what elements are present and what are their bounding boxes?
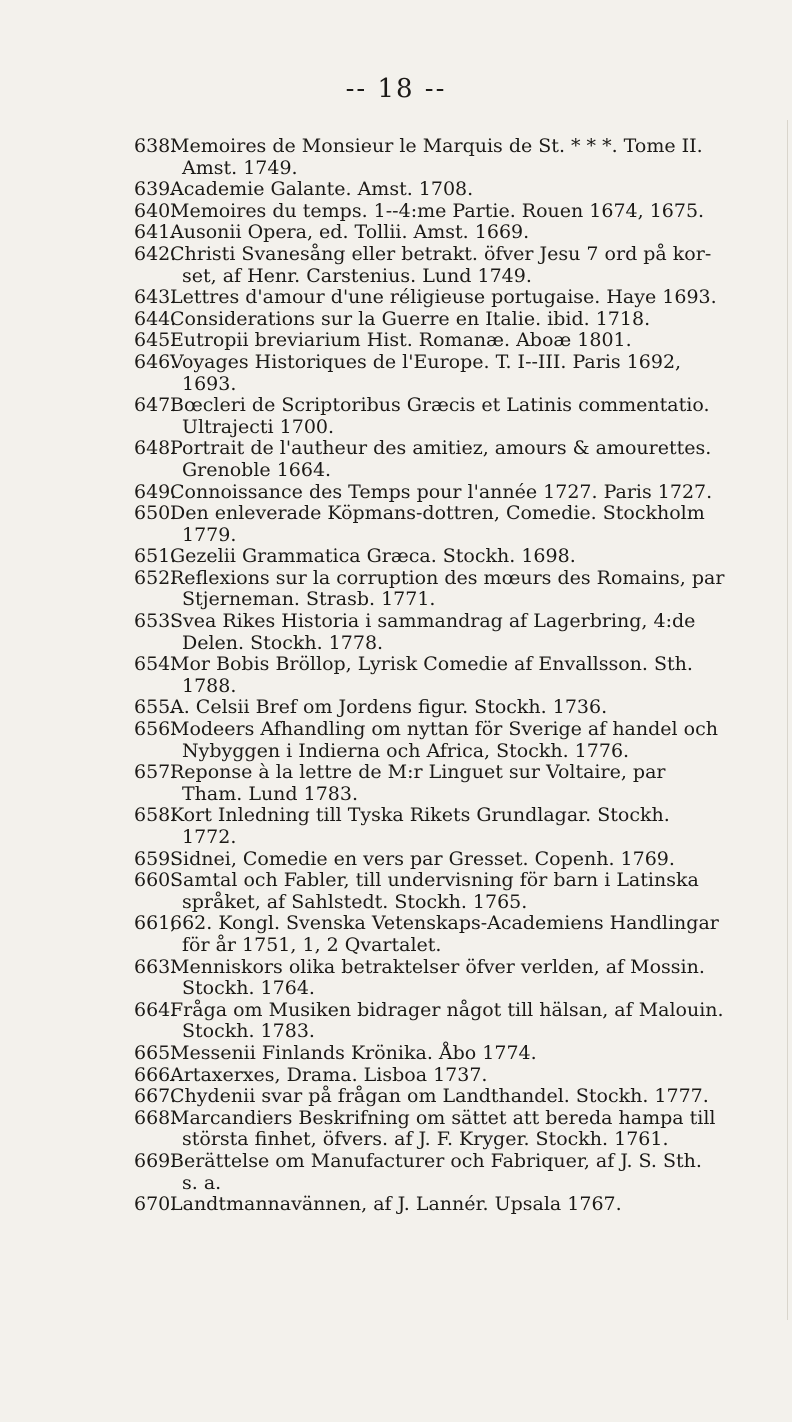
entry-line: Kort Inledning till Tyska Rikets Grundlagar. Stockh. — [170, 804, 670, 827]
entry-continuation-line: för år 1751, 1, 2 Qvartalet. — [182, 933, 442, 956]
entry-text — [170, 503, 774, 546]
entry-line: Christi Svanesång eller betrakt. öfver Jesu 7 ord på kor- — [170, 242, 712, 265]
entry-line: Sidnei, Comedie en vers par Gresset. Copenh. 1769. — [170, 847, 675, 870]
entry-text — [170, 482, 774, 504]
entry-number: 655. — [134, 696, 177, 719]
catalogue-entry — [134, 1194, 774, 1216]
entry-continuation-line: 1772. — [182, 826, 237, 848]
catalogue-entry — [134, 546, 774, 568]
catalogue-entry — [134, 503, 774, 546]
entry-line: Gezelii Grammatica Græca. Stockh. 1698. — [170, 545, 576, 568]
entry-text — [170, 244, 774, 287]
entry-number: 664. — [134, 998, 177, 1021]
entry-continuation-line: 1788. — [182, 674, 237, 697]
entry-text — [170, 546, 774, 568]
entry-number: 654. — [134, 653, 177, 676]
catalogue-entry — [134, 438, 774, 481]
entry-continuation-line: Grenoble 1664. — [182, 458, 332, 481]
entry-line: Landtmannavännen, af J. Lannér. Upsala 1767. — [170, 1193, 622, 1216]
entry-number: 660. — [134, 869, 177, 892]
entry-continuation-line: Nybyggen i Indierna och Africa, Stockh. 1776. — [182, 739, 630, 762]
catalogue-entry — [134, 1043, 774, 1065]
catalogue-entry — [134, 201, 774, 223]
catalogue-entry — [134, 244, 774, 287]
entry-line: Voyages Historiques de l'Europe. T. I--III. Paris 1692, — [170, 350, 682, 373]
catalogue-entry — [134, 805, 774, 848]
entry-text — [170, 568, 774, 611]
entry-line: Fråga om Musiken bidrager något till hälsan, af Malouin. — [170, 998, 724, 1021]
entry-line: Svea Rikes Historia i sammandrag af Lagerbring, 4:de — [170, 610, 696, 633]
catalogue-entry — [134, 352, 774, 395]
entry-number: 642. — [134, 242, 177, 265]
entry-continuation-line: Stockh. 1783. — [182, 1020, 315, 1043]
entry-line: Samtal och Fabler, till undervisning för barn i Latinska — [170, 869, 699, 892]
entry-line: Artaxerxes, Drama. Lisboa 1737. — [170, 1063, 488, 1086]
entry-line: Mor Bobis Bröllop, Lyrisk Comedie af Envallsson. Sth. — [170, 653, 693, 676]
entry-text — [170, 805, 774, 848]
catalogue-entry — [134, 482, 774, 504]
entry-text — [170, 1000, 774, 1043]
entry-number: 670. — [134, 1193, 177, 1216]
catalogue-entry — [134, 136, 774, 179]
entry-number: 646. — [134, 350, 177, 373]
entry-continuation-line: Tham. Lund 1783. — [182, 782, 359, 805]
entry-text — [170, 1065, 774, 1087]
entry-number: 648. — [134, 437, 177, 460]
entry-number: 645. — [134, 329, 177, 352]
catalogue-entry — [134, 913, 774, 956]
entry-text — [170, 611, 774, 654]
catalogue-entry — [134, 611, 774, 654]
catalogue-entry — [134, 1151, 774, 1194]
catalogue-entry — [134, 697, 774, 719]
entry-continuation-line: Stockh. 1764. — [182, 977, 315, 1000]
entry-continuation-line: Ultrajecti 1700. — [182, 415, 335, 438]
catalogue-entry — [134, 287, 774, 309]
entry-text — [170, 1108, 774, 1151]
entry-number: 653. — [134, 610, 177, 633]
entry-text — [170, 222, 774, 244]
entry-number: 669. — [134, 1149, 177, 1172]
entry-line: Berättelse om Manufacturer och Fabriquer, af J. S. Sth. — [170, 1149, 702, 1172]
entry-continuation-line: Delen. Stockh. 1778. — [182, 631, 384, 654]
entry-text — [170, 309, 774, 331]
page-edge — [781, 120, 788, 1320]
entry-text — [170, 179, 774, 201]
catalogue-entry — [134, 1000, 774, 1043]
entry-continuation-line: största finhet, öfvers. af J. F. Kryger. Stockh. 1761. — [182, 1128, 669, 1151]
entry-line: Academie Galante. Amst. 1708. — [170, 178, 474, 201]
catalogue-entry — [134, 957, 774, 1000]
entry-line: Memoires de Monsieur le Marquis de St. * * *. Tome II. — [170, 135, 703, 157]
entry-number: 657. — [134, 761, 177, 784]
entry-continuation-line: 1693. — [182, 372, 237, 395]
entry-text — [170, 287, 774, 309]
entry-line: 662. Kongl. Svenska Vetenskaps-Academiens Handlingar — [170, 912, 719, 935]
entry-text — [170, 395, 774, 438]
entry-line: Lettres d'amour d'une réligieuse portugaise. Haye 1693. — [170, 286, 717, 309]
catalogue-entry — [134, 330, 774, 352]
entry-text — [170, 1194, 774, 1216]
entry-text — [170, 136, 774, 179]
entry-number: 647. — [134, 394, 177, 417]
entry-text — [170, 654, 774, 697]
entry-line: Den enleverade Köpmans-dottren, Comedie. Stockholm — [170, 502, 705, 525]
entry-number: 639. — [134, 178, 177, 201]
entry-line: Reponse à la lettre de M:r Linguet sur Voltaire, par — [170, 761, 666, 784]
entry-line: Messenii Finlands Krönika. Åbo 1774. — [170, 1041, 537, 1064]
entry-text — [170, 352, 774, 395]
entry-number: 668. — [134, 1106, 177, 1129]
entry-line: Connoissance des Temps pour l'année 1727. Paris 1727. — [170, 480, 713, 503]
entry-line: Memoires du temps. 1--4:me Partie. Rouen 1674, 1675. — [170, 199, 705, 222]
catalogue-entry — [134, 762, 774, 805]
entry-text — [170, 438, 774, 481]
entry-number: 667. — [134, 1085, 177, 1108]
entry-continuation-line: Amst. 1749. — [182, 156, 298, 179]
catalogue-entry — [134, 719, 774, 762]
entry-line: Ausonii Opera, ed. Tollii. Amst. 1669. — [170, 221, 530, 244]
catalogue-entry — [134, 870, 774, 913]
entry-line: Portrait de l'autheur des amitiez, amours & amourettes. — [170, 437, 712, 460]
entry-line: Bœcleri de Scriptoribus Græcis et Latinis commentatio. — [170, 394, 710, 417]
catalogue-entry — [134, 1086, 774, 1108]
entry-number: 638. — [134, 135, 177, 157]
entry-line: Marcandiers Beskrifning om sättet att bereda hampa till — [170, 1106, 716, 1129]
entry-text — [170, 762, 774, 805]
entry-continuation-line: Stjerneman. Strasb. 1771. — [182, 588, 436, 611]
entry-number: 650. — [134, 502, 177, 525]
entry-line: Chydenii svar på frågan om Landthandel. Stockh. 1777. — [170, 1085, 709, 1108]
entry-text — [170, 957, 774, 1000]
entry-number: 649. — [134, 480, 177, 503]
entry-line: A. Celsii Bref om Jordens figur. Stockh. 1736. — [170, 696, 608, 719]
catalogue-entry — [134, 849, 774, 871]
catalogue-entry — [134, 654, 774, 697]
entry-text — [170, 870, 774, 913]
entry-text — [170, 719, 774, 762]
entry-line: Eutropii breviarium Hist. Romanæ. Aboæ 1801. — [170, 329, 632, 352]
entry-text — [170, 697, 774, 719]
entry-continuation-line: 1779. — [182, 523, 237, 546]
entry-text — [170, 1086, 774, 1108]
entry-number: 641. — [134, 221, 177, 244]
entry-continuation-line: språket, af Sahlstedt. Stockh. 1765. — [182, 890, 528, 913]
entry-continuation-line: s. a. — [182, 1171, 222, 1194]
catalogue-entry — [134, 179, 774, 201]
entry-number: 665. — [134, 1041, 177, 1064]
entry-text — [170, 849, 774, 871]
catalogue-entry — [134, 395, 774, 438]
entry-line: Modeers Afhandling om nyttan för Sverige af handel och — [170, 718, 718, 741]
entry-number: 640. — [134, 199, 177, 222]
catalogue-entry — [134, 1065, 774, 1087]
catalogue-list — [134, 136, 774, 1216]
catalogue-entry — [134, 1108, 774, 1151]
entry-line: Menniskors olika betraktelser öfver verlden, af Mossin. — [170, 955, 705, 978]
entry-number: 643. — [134, 286, 177, 309]
entry-number: 651. — [134, 545, 177, 568]
entry-text — [170, 1043, 774, 1065]
entry-number: 652. — [134, 566, 177, 589]
catalogue-entry — [134, 309, 774, 331]
entry-text — [170, 201, 774, 223]
entry-number: 659. — [134, 847, 177, 870]
entry-number: 644. — [134, 307, 177, 330]
page-number: -- 18 -- — [345, 74, 447, 104]
catalogue-entry — [134, 222, 774, 244]
entry-text — [170, 913, 774, 956]
entry-number: 663. — [134, 955, 177, 978]
entry-continuation-line: set, af Henr. Carstenius. Lund 1749. — [182, 264, 532, 287]
entry-number: 661, — [134, 912, 177, 935]
catalogue-entry — [134, 568, 774, 611]
entry-number: 666. — [134, 1063, 177, 1086]
entry-line: Considerations sur la Guerre en Italie. ibid. 1718. — [170, 307, 651, 330]
entry-text — [170, 1151, 774, 1194]
entry-number: 656. — [134, 718, 177, 741]
entry-number: 658. — [134, 804, 177, 827]
entry-text — [170, 330, 774, 352]
entry-line: Reflexions sur la corruption des mœurs des Romains, par — [170, 566, 725, 589]
